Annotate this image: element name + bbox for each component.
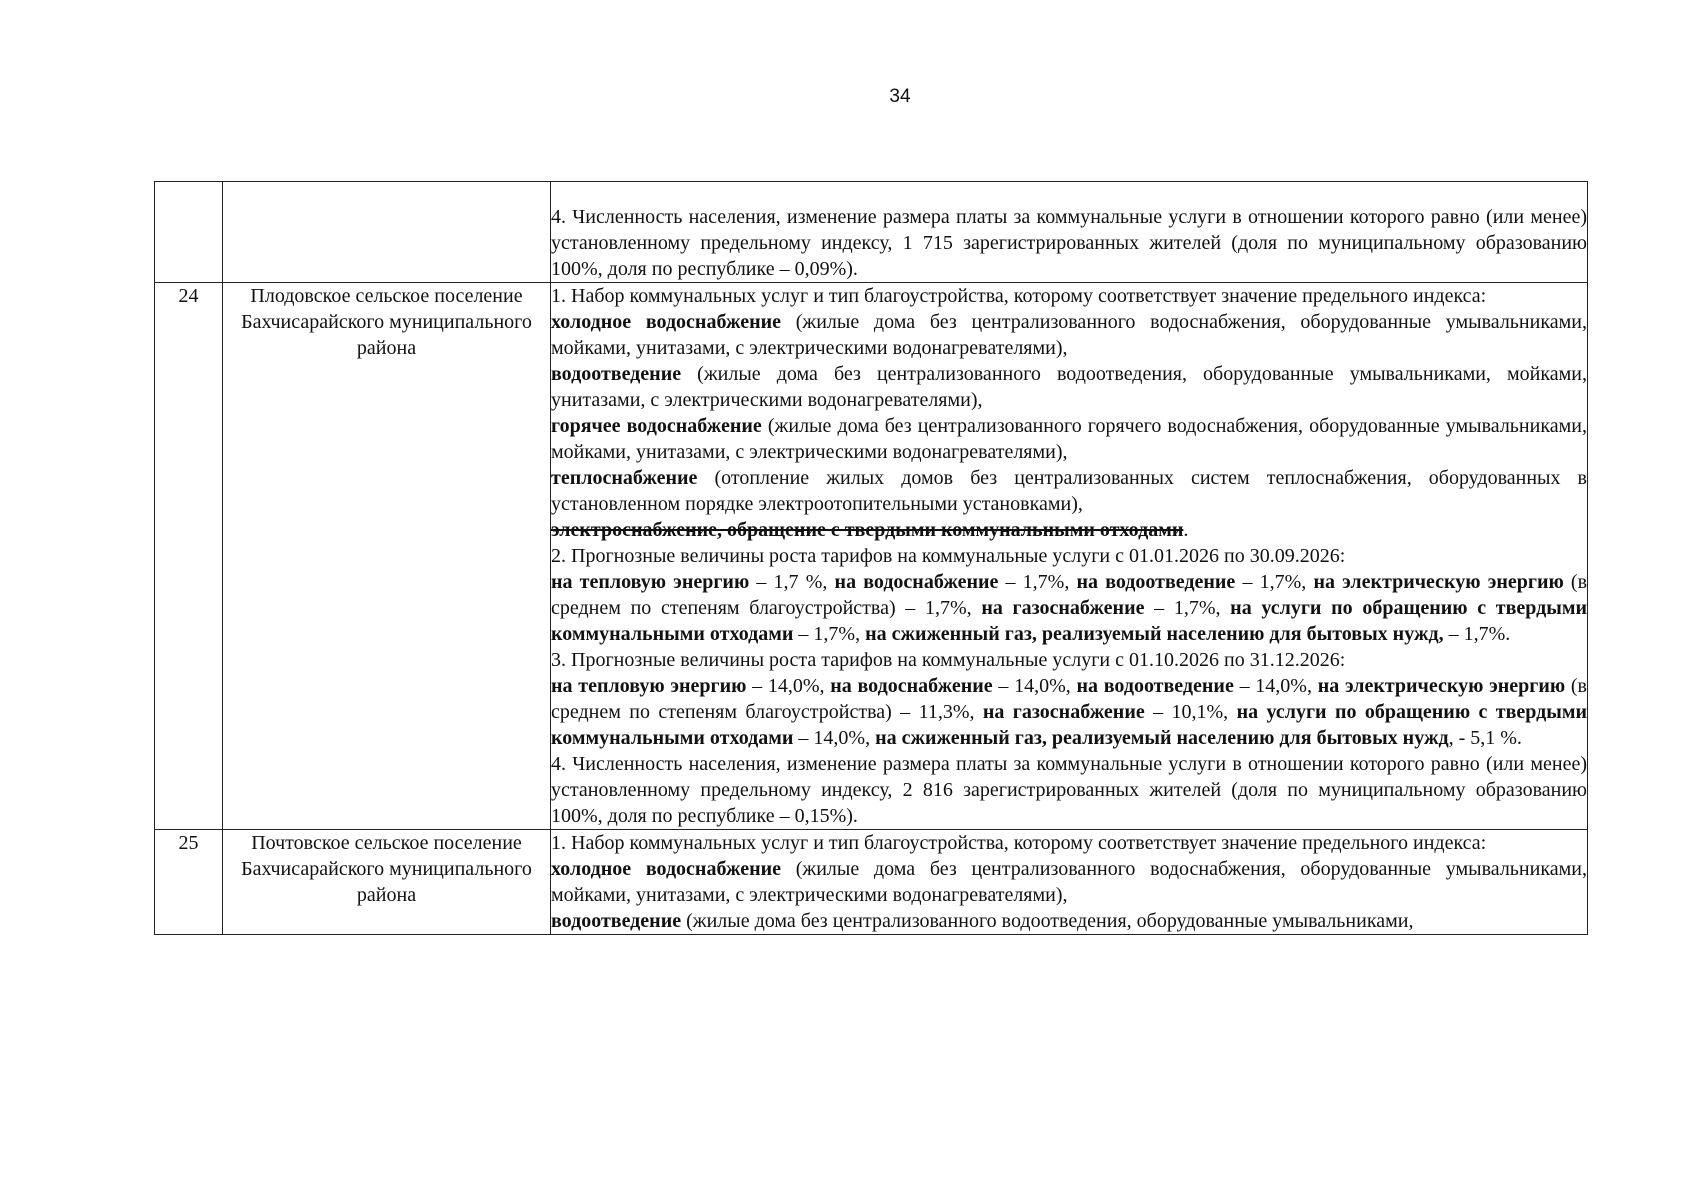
text-segment: 3. Прогнозные величины роста тарифов на коммунальные услуги с 01.10.2026 по 31.12.2026: xyxy=(551,649,1346,671)
cell-spacer xyxy=(551,182,1587,204)
description-cell xyxy=(551,830,1588,935)
description-paragraph xyxy=(551,543,1587,569)
bold-text-segment: на водоотведение xyxy=(1076,675,1234,697)
bold-text-segment: на водоснабжение xyxy=(834,571,999,593)
bold-text-segment: на тепловую энергию xyxy=(551,571,750,593)
description-paragraph xyxy=(551,413,1587,465)
bold-text-segment: на газоснабжение xyxy=(981,597,1145,619)
text-segment: 1. Набор коммунальных услуг и тип благоустройства, которому соответствует значение предельного индекса: xyxy=(551,832,1487,854)
bold-text-segment: электроснабжение, обращение с твердыми коммунальными отходами xyxy=(551,519,1184,541)
text-segment: , - 5,1 %. xyxy=(1448,727,1522,749)
description-cell xyxy=(551,182,1588,283)
description-paragraph xyxy=(551,309,1587,361)
bold-text-segment: горячее водоснабжение xyxy=(551,415,762,437)
description-paragraph xyxy=(551,647,1587,673)
text-segment: – 14,0%, xyxy=(746,675,831,697)
table-row xyxy=(155,182,1588,283)
text-segment: (жилые дома без централизованного водоснабжения, оборудованные умывальниками, мойками, унитазами, с электрическими водонагревателями), xyxy=(551,858,1587,906)
settlement-name-cell xyxy=(223,182,551,283)
description-paragraph xyxy=(551,856,1587,908)
text-segment: 1. Набор коммунальных услуг и тип благоустройства, которому соответствует значение предельного индекса: xyxy=(551,285,1487,307)
text-segment: – 1,7%, xyxy=(1235,571,1314,593)
bold-text-segment: на сжиженный газ, реализуемый населению для бытовых нужд, xyxy=(865,623,1444,645)
text-segment: 4. Численность населения, изменение размера платы за коммунальные услуги в отношении которого равно (или менее) установленному предельному индексу, 2 816 зарегистрированных жителей (доля по муниципальному образованию 100%, доля по республике – 0,15%). xyxy=(551,753,1587,827)
tariff-table xyxy=(154,181,1588,935)
bold-text-segment: на электрическую энергию xyxy=(1317,675,1566,697)
text-segment: . xyxy=(1183,519,1189,541)
bold-text-segment: на водоотведение xyxy=(1076,571,1236,593)
bold-text-segment: на электрическую энергию xyxy=(1313,571,1564,593)
bold-text-segment: теплоснабжение xyxy=(551,467,698,489)
page-number: 34 xyxy=(889,86,911,107)
description-paragraph xyxy=(551,465,1587,517)
text-segment: (в среднем по степеням благоустройства) – 1,7%, xyxy=(551,571,1588,619)
bold-text-segment: холодное водоснабжение xyxy=(551,311,781,333)
description-paragraph xyxy=(551,830,1587,856)
text-segment: – 14,0%, xyxy=(793,727,876,749)
description-paragraph xyxy=(551,908,1587,934)
text-segment: – 1,7%, xyxy=(998,571,1077,593)
description-paragraph xyxy=(551,517,1587,543)
bold-text-segment: на услуги по обращению с твердыми коммунальными отходами xyxy=(551,597,1588,645)
bold-text-segment: на газоснабжение xyxy=(982,701,1145,723)
text-segment: 2. Прогнозные величины роста тарифов на коммунальные услуги с 01.01.2026 по 30.09.2026: xyxy=(551,545,1346,567)
text-segment: (в среднем по степеням благоустройства) – 11,3%, xyxy=(551,675,1587,723)
description-paragraph xyxy=(551,204,1587,282)
text-segment: – 1,7%. xyxy=(1443,623,1511,645)
text-segment: (жилые дома без централизованного водоотведения, оборудованные умывальниками, мойками, унитазами, с электрическими водонагревателями), xyxy=(551,363,1587,411)
bold-text-segment: водоотведение xyxy=(551,363,682,385)
text-segment: 4. Численность населения, изменение размера платы за коммунальные услуги в отношении которого равно (или менее) установленному предельному индексу, 1 715 зарегистрированных жителей (доля по муниципальному образованию 100%, доля по республике – 0,09%). xyxy=(551,206,1587,280)
text-segment: – 1,7%, xyxy=(1144,597,1231,619)
bold-text-segment: водоотведение xyxy=(551,910,682,932)
bold-text-segment: на услуги по обращению с твердыми коммунальными отходами xyxy=(551,701,1587,749)
description-paragraph xyxy=(551,361,1587,413)
description-paragraph xyxy=(551,569,1587,647)
row-number-cell xyxy=(155,182,223,283)
description-paragraph xyxy=(551,751,1587,829)
table-body xyxy=(155,182,1588,935)
text-segment: – 14,0%, xyxy=(992,675,1077,697)
table-row xyxy=(155,283,1588,830)
description-paragraph xyxy=(551,673,1587,751)
row-number-cell: 25 xyxy=(155,830,223,935)
text-segment: (отопление жилых домов без централизованных систем теплоснабжения, оборудованных в установленном порядке электроотопительными установками), xyxy=(551,467,1587,515)
text-segment: – 10,1%, xyxy=(1144,701,1237,723)
text-segment: – 1,7%, xyxy=(793,623,866,645)
text-segment: – 14,0%, xyxy=(1233,675,1318,697)
bold-text-segment: холодное водоснабжение xyxy=(551,858,781,880)
settlement-name-cell: Почтовское сельское поселение Бахчисарайского муниципального района xyxy=(223,830,551,935)
text-segment: (жилые дома без централизованного водоотведения, оборудованные умывальниками, xyxy=(681,910,1414,932)
bold-text-segment: на тепловую энергию xyxy=(551,675,747,697)
bold-text-segment: на сжиженный газ, реализуемый населению для бытовых нужд xyxy=(875,727,1449,749)
row-number-cell: 24 xyxy=(155,283,223,830)
text-segment: (жилые дома без централизованного горячего водоснабжения, оборудованные умывальниками, мойками, унитазами, с электрическими водонагревателями), xyxy=(551,415,1587,463)
description-cell xyxy=(551,283,1588,830)
text-segment: (жилые дома без централизованного водоснабжения, оборудованные умывальниками, мойками, унитазами, с электрическими водонагревателями), xyxy=(551,311,1587,359)
table-row xyxy=(155,830,1588,935)
bold-text-segment: на водоснабжение xyxy=(830,675,993,697)
settlement-name-cell: Плодовское сельское поселение Бахчисарайского муниципального района xyxy=(223,283,551,830)
description-paragraph xyxy=(551,283,1587,309)
text-segment: – 1,7 %, xyxy=(749,571,835,593)
